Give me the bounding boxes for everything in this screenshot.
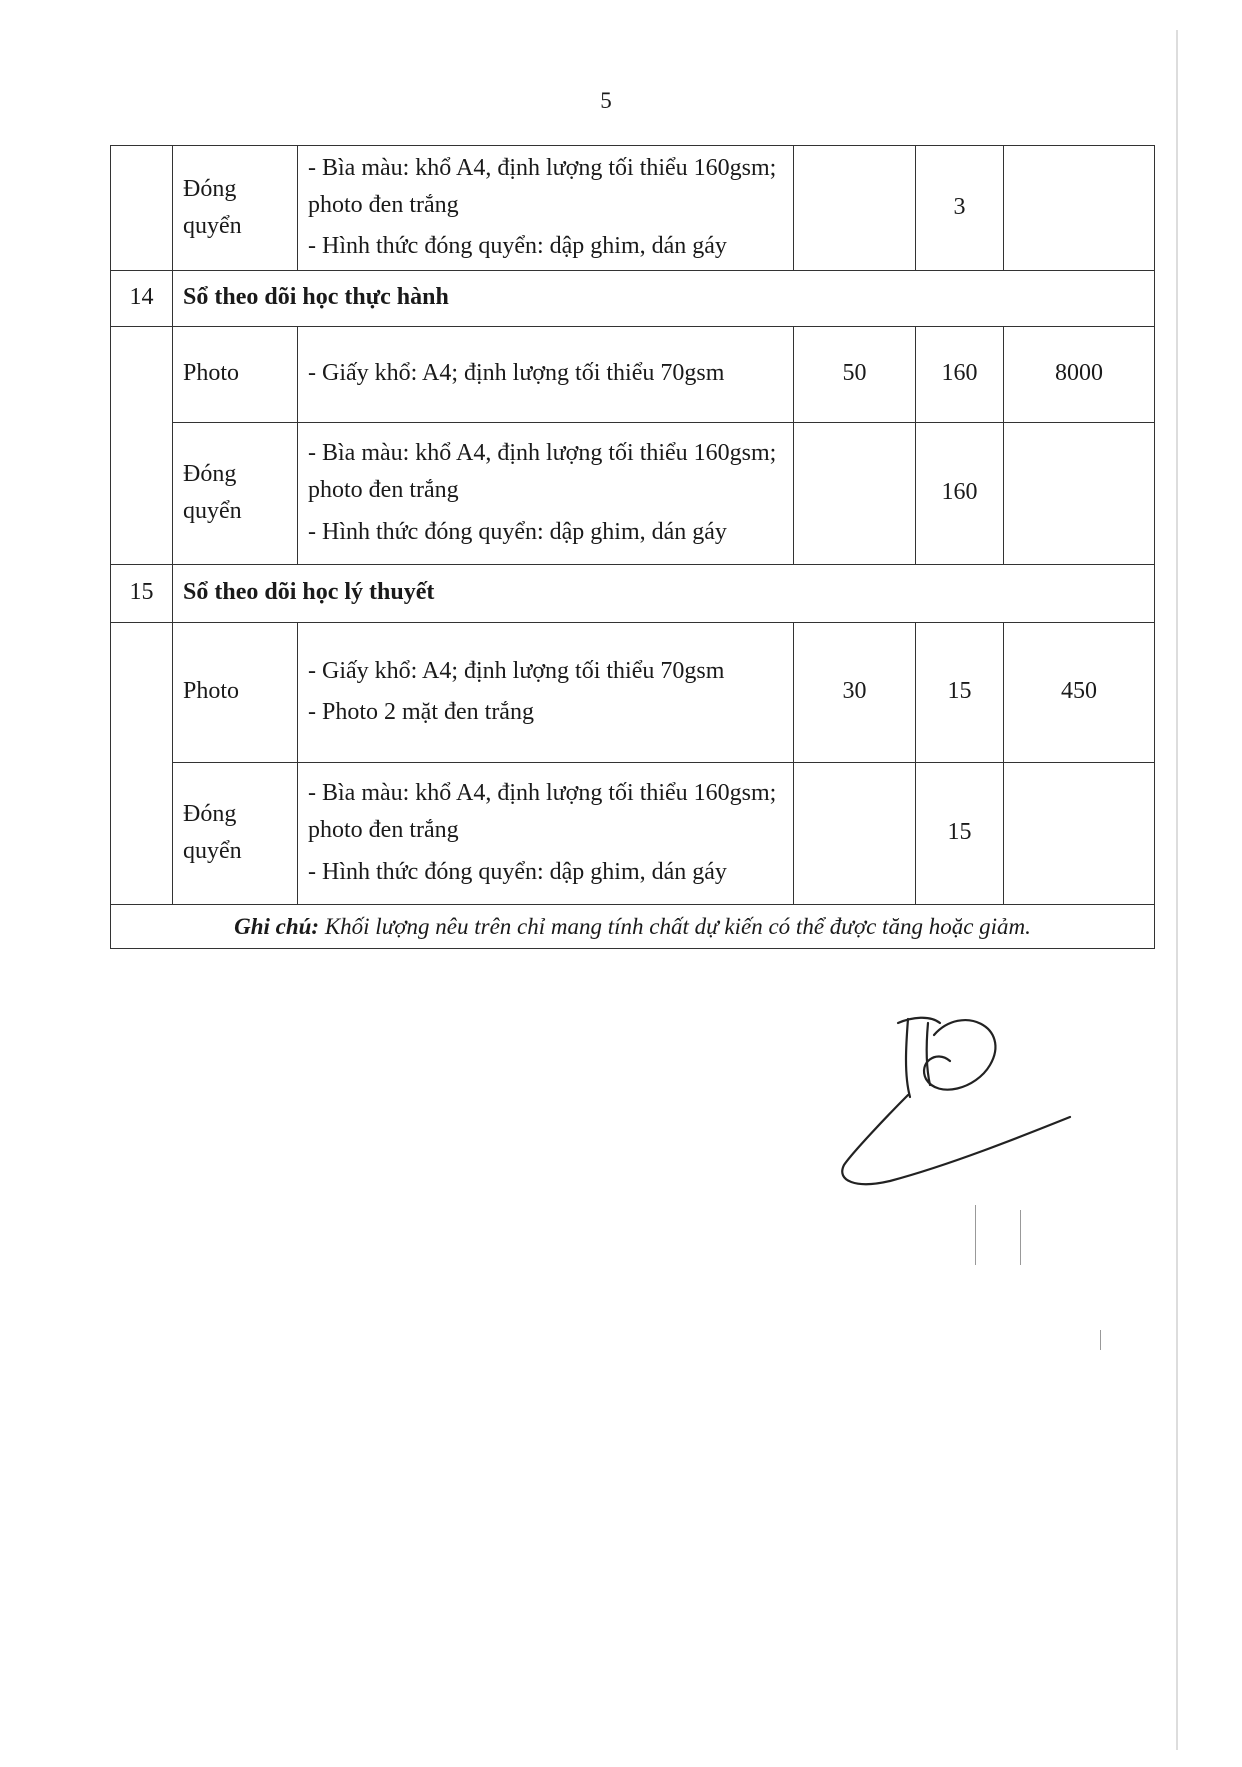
quantity-cell-a: 30	[794, 622, 916, 762]
page-edge-shadow	[1176, 30, 1178, 1750]
group-number: 14	[111, 270, 173, 326]
item-kind: Đóng quyển	[173, 762, 298, 904]
quantity-cell-a	[794, 762, 916, 904]
scan-mark	[975, 1205, 976, 1265]
table-row	[111, 622, 1155, 762]
group-title: Sổ theo dõi học lý thuyết	[173, 564, 1155, 622]
quantity-cell-b: 15	[916, 622, 1004, 762]
quantity-cell-c: 8000	[1004, 326, 1155, 422]
quantity-cell-b: 160	[916, 422, 1004, 564]
handwritten-signature	[830, 1005, 1080, 1195]
description-line: - Hình thức đóng quyển: dập ghim, dán gáy	[308, 518, 727, 545]
description-line: - Hình thức đóng quyển: dập ghim, dán gáy	[308, 233, 727, 260]
table-cell-empty	[111, 326, 173, 564]
note-text: Khối lượng nêu trên chỉ mang tính chất dự kiến có thể được tăng hoặc giảm.	[324, 913, 1031, 939]
quantity-cell-a: 50	[794, 326, 916, 422]
quantity-cell-c	[1004, 146, 1155, 271]
scan-mark	[1100, 1330, 1101, 1350]
note-label: Ghi chú:	[234, 913, 320, 939]
note-row	[111, 904, 1155, 949]
quantity-cell-c	[1004, 422, 1155, 564]
quantity-cell-a	[794, 146, 916, 271]
quantity-cell-a	[794, 422, 916, 564]
description-line: - Giấy khổ: A4; định lượng tối thiểu 70gsm	[308, 360, 725, 387]
item-kind: Photo	[173, 622, 298, 762]
group-title: Sổ theo dõi học thực hành	[173, 270, 1155, 326]
table-row	[111, 762, 1155, 904]
table-row	[111, 326, 1155, 422]
item-description	[298, 146, 794, 271]
quantity-cell-b: 15	[916, 762, 1004, 904]
group-number: 15	[111, 564, 173, 622]
description-line: - Photo 2 mặt đen trắng	[308, 699, 534, 726]
scan-mark	[1020, 1210, 1021, 1265]
group-header-row	[111, 270, 1155, 326]
table-cell-empty	[111, 146, 173, 271]
table-row	[111, 146, 1155, 271]
description-line: - Giấy khổ: A4; định lượng tối thiểu 70gsm	[308, 657, 725, 684]
item-description	[298, 326, 794, 422]
description-line: - Bìa màu: khổ A4, định lượng tối thiểu 160gsm; photo đen trắng	[308, 440, 777, 504]
table-row	[111, 422, 1155, 564]
page-number: 5	[600, 88, 612, 113]
description-line: - Bìa màu: khổ A4, định lượng tối thiểu 160gsm; photo đen trắng	[308, 155, 777, 219]
item-kind: Đóng quyển	[173, 146, 298, 271]
group-header-row	[111, 564, 1155, 622]
item-description	[298, 622, 794, 762]
description-line: - Bìa màu: khổ A4, định lượng tối thiểu 160gsm; photo đen trắng	[308, 780, 777, 844]
item-kind: Đóng quyển	[173, 422, 298, 564]
note	[111, 904, 1155, 949]
quantity-cell-b: 3	[916, 146, 1004, 271]
quantity-cell-b: 160	[916, 326, 1004, 422]
description-line: - Hình thức đóng quyển: dập ghim, dán gáy	[308, 858, 727, 885]
item-description	[298, 762, 794, 904]
spec-table	[110, 145, 1155, 949]
quantity-cell-c: 450	[1004, 622, 1155, 762]
item-kind: Photo	[173, 326, 298, 422]
table-cell-empty	[111, 622, 173, 904]
item-description	[298, 422, 794, 564]
quantity-cell-c	[1004, 762, 1155, 904]
